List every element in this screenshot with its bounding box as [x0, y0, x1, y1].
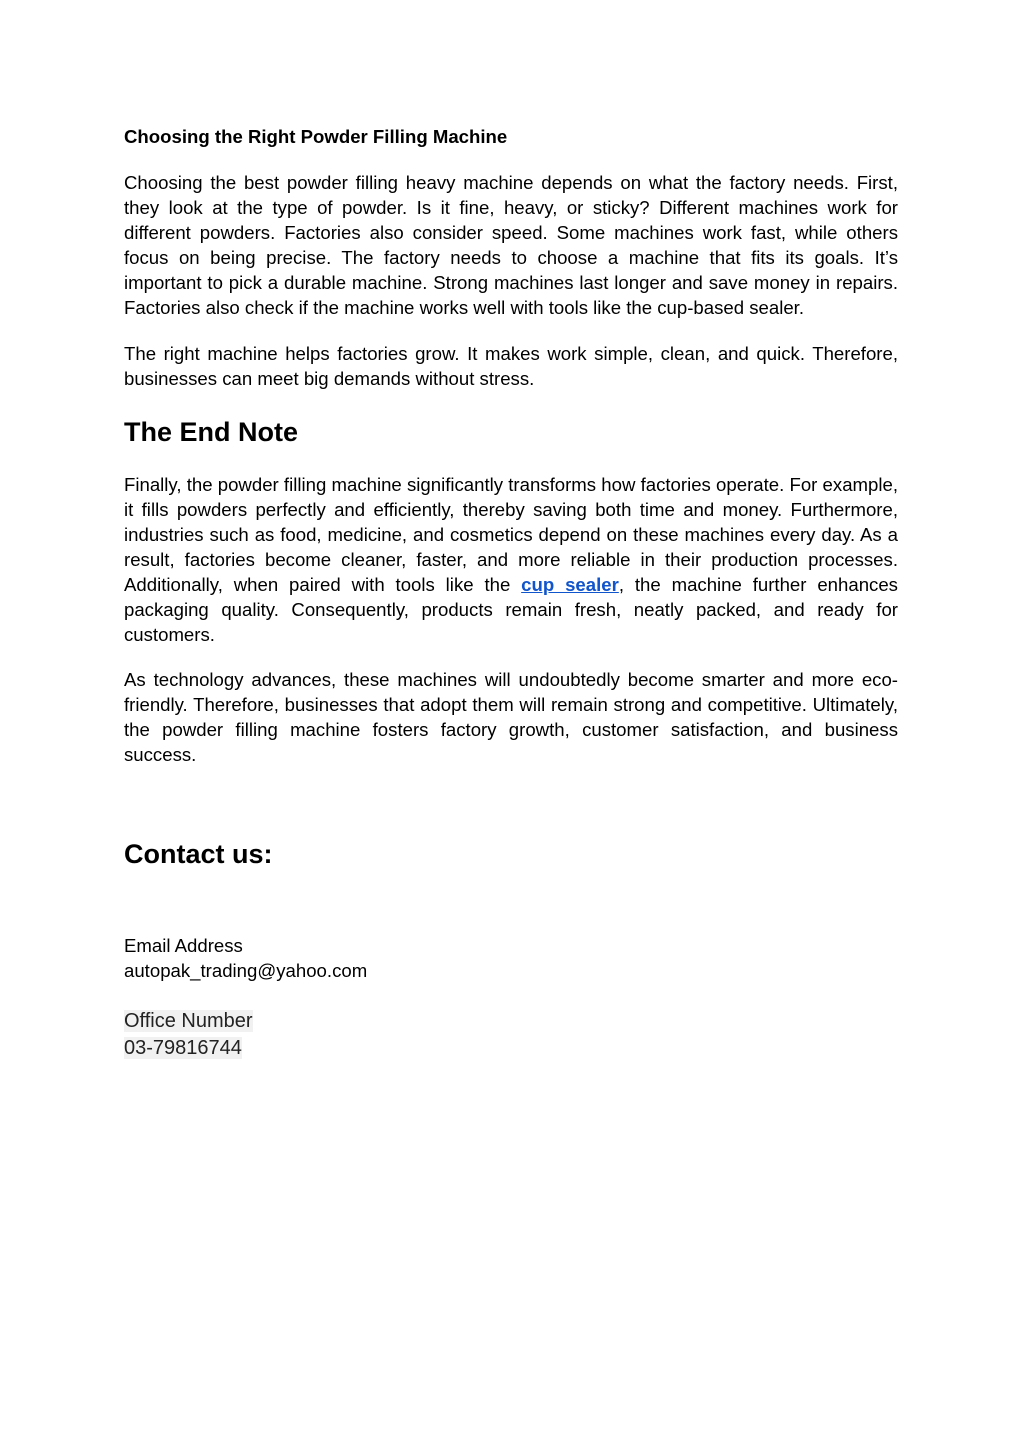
office-number-value — [124, 1035, 242, 1062]
paragraph-end-note-1 — [124, 472, 898, 647]
paragraph-choosing-1: Choosing the best powder filling heavy machine depends on what the factory needs. First, they look at the type of powder. Is it fine, heavy, or sticky? Different machines work for different powders. Factories also consider speed. Some machines work fast, while others focus on being precise. The factory needs to choose a machine that fits its goals. It’s important to pick a durable machine. Strong machines last longer and save money in repairs. Factories also check if the machine works well with tools like the cup-based sealer. — [124, 172, 898, 318]
email-value: autopak_trading@yahoo.com — [124, 960, 368, 981]
paragraph-end-note-2: As technology advances, these machines will undoubtedly become smarter and more eco-friendly. Therefore, businesses that adopt them will remain strong and competitive. Ultimately, the powder filling machine fosters factory growth, customer satisfaction, and business success. — [124, 669, 898, 765]
section-heading-choosing: Choosing the Right Powder Filling Machine — [124, 126, 508, 147]
section-heading-end-note: The End Note — [124, 417, 298, 447]
paragraph-choosing-2: The right machine helps factories grow. It makes work simple, clean, and quick. Therefore, businesses can meet big demands without stress. — [124, 343, 898, 389]
office-number-value-text: 03-79816744 — [124, 1037, 242, 1059]
office-number-label — [124, 1008, 253, 1035]
email-label: Email Address — [124, 935, 243, 956]
office-number-label-text: Office Number — [124, 1010, 253, 1032]
cup-sealer-link[interactable]: cup sealer — [521, 574, 619, 595]
contact-heading: Contact us: — [124, 839, 273, 869]
paragraph-text-before-link: Finally, the powder filling machine significantly transforms how factories operate. For example, it fills powders perfectly and efficiently, thereby saving both time and money. Furthermore, industries such as food, medicine, and cosmetics depend on these machines every day. As a result, factories become cleaner, faster, and more reliable in their production processes. Additionally, when paired with tools like the — [124, 474, 898, 595]
paragraph-text-after-link: , the machine further enhances packaging quality. Consequently, products remain fresh, neatly packed, and ready for customers. — [124, 574, 898, 645]
